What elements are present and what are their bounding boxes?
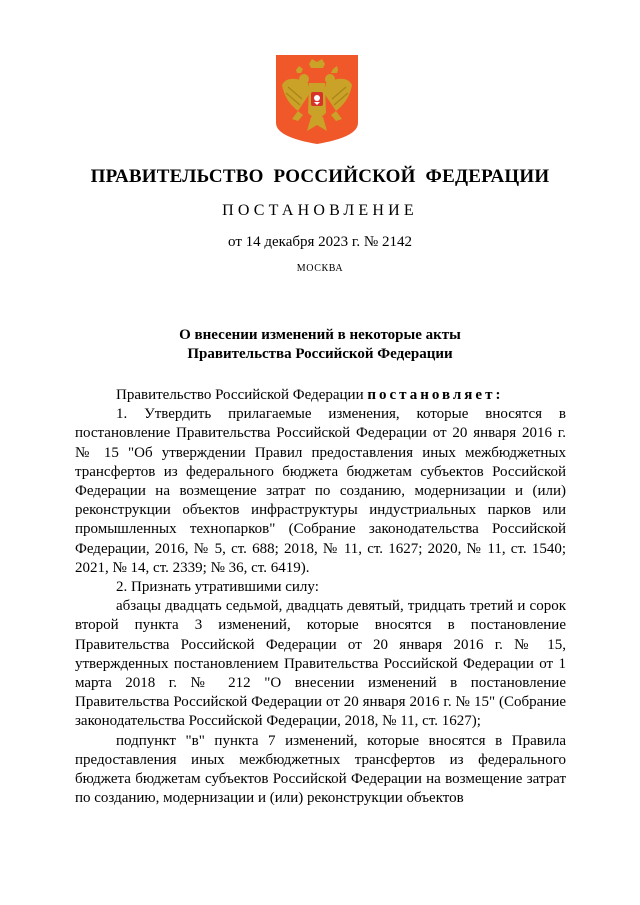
subject-line-1: О внесении изменений в некоторые акты [179,327,461,343]
paragraph-4: подпункт "в" пункта 7 изменений, которые вносятся в Правила предоставления иных межбюджетных трансфертов из федерального бюджета бюджетам субъектов Российской Федерации на возмещение затрат по созданию, модернизации и (или) реконструкции объектов [75,732,566,807]
intro-paragraph [75,386,566,405]
decree-word: постановляет: [367,387,504,403]
paragraph-1: 1. Утвердить прилагаемые изменения, которые вносятся в постановление Правительства Российской Федерации от 20 января 2016 г. № 15 "Об утверждении Правил предоставления иных межбюджетных трансфертов из федерального бюджета бюджетам субъектов Российской Федерации на возмещение затрат по созданию, модернизации и (или) реконструкции объектов инфраструктуры индустриальных парков или промышленных технопарков" (Собрание законодательства Российской Федерации, 2016, № 5, ст. 688; 2018, № 11, ст. 1627; 2020, № 11, ст. 1540; 2021, № 14, ст. 2339; № 36, ст. 6419). [75,406,566,576]
government-title: ПРАВИТЕЛЬСТВО РОССИЙСКОЙ ФЕДЕРАЦИИ [90,166,550,187]
russian-coat-of-arms-icon [276,55,358,144]
document-body [75,386,566,808]
paragraph-3: абзацы двадцать седьмой, двадцать девятый, тридцать третий и сорок второй пункта 3 изменений, которые вносятся в постановление Правительства Российской Федерации от 20 января 2016 г. № 15, утвержденных постановлением Правительства Российской Федерации от 1 марта 2018 г. № 212 "О внесении изменений в постановление Правительства Российской Федерации от 20 января 2016 г. № 15" (Собрание законодательства Российской Федерации, 2018, № 11, ст. 1627); [75,598,566,730]
intro-text: Правительство Российской Федерации [116,387,368,403]
document-type: ПОСТАНОВЛЕНИЕ [222,202,418,219]
subject-line-2: Правительства Российской Федерации [187,346,453,362]
document-date-number: от 14 декабря 2023 г. № 2142 [228,234,412,250]
document-city: МОСКВА [296,263,344,274]
document-subject [0,326,640,364]
paragraph-2: 2. Признать утратившими силу: [116,579,319,596]
